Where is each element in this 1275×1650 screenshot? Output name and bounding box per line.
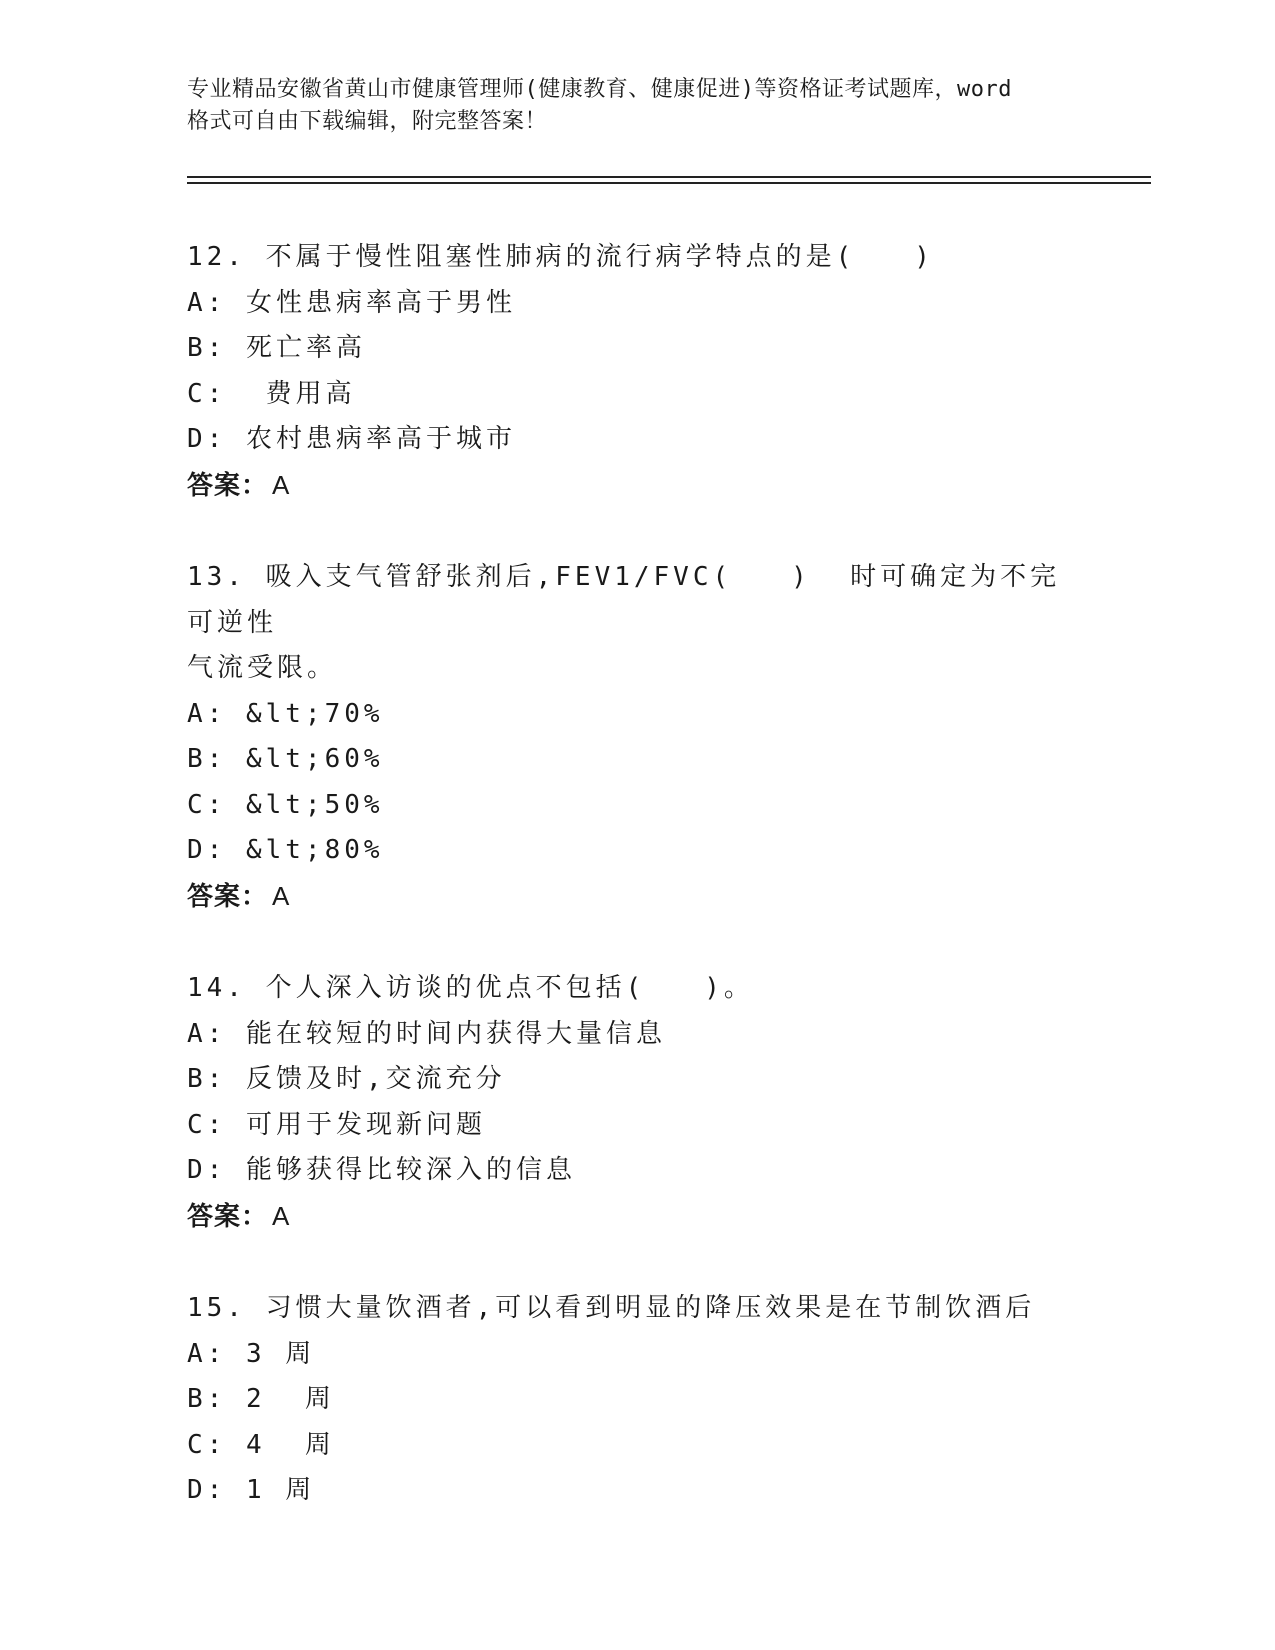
question-list xyxy=(187,235,1087,1560)
question-15 xyxy=(187,1286,1087,1514)
answer-value: A xyxy=(272,880,291,911)
answer-line xyxy=(187,463,1087,510)
option-c: C: 4 周 xyxy=(187,1429,335,1460)
option-b: B: &lt;60% xyxy=(187,744,384,774)
answer-label: 答案： xyxy=(187,470,269,501)
answer-value: A xyxy=(272,1200,291,1231)
answer-line xyxy=(187,874,1087,921)
option-c: C: &lt;50% xyxy=(187,789,384,820)
answer-label: 答案： xyxy=(187,881,269,912)
option-d: D: 能够获得比较深入的信息 xyxy=(187,1155,576,1185)
option-b: B: 反馈及时,交流充分 xyxy=(187,1064,506,1094)
question-12 xyxy=(187,235,1087,509)
document-header xyxy=(187,74,1087,138)
option-d: D: &lt;80% xyxy=(187,835,384,865)
header-divider-top xyxy=(187,176,1151,178)
option-c: C: 费用高 xyxy=(187,378,356,409)
answer-label: 答案： xyxy=(187,1201,269,1232)
answer-value: A xyxy=(272,469,291,500)
option-c: C: 可用于发现新问题 xyxy=(187,1109,486,1140)
question-13 xyxy=(187,555,1087,920)
question-stem: 14. 个人深入访谈的优点不包括( )。 xyxy=(187,973,754,1003)
header-divider-bottom xyxy=(187,182,1151,184)
question-stem-continued: 气流受限。 xyxy=(187,653,338,683)
answer-line xyxy=(187,1194,1087,1241)
header-line-2: 格式可自由下载编辑，附完整答案！ xyxy=(187,109,548,134)
option-d: D: 1 周 xyxy=(187,1475,316,1505)
header-line-1: 专业精品安徽省黄山市健康管理师(健康教育、健康促进)等资格证考试题库，word xyxy=(187,77,1012,102)
question-stem: 13. 吸入支气管舒张剂后,FEV1/FVC( ) 时可确定为不完可逆性 xyxy=(187,562,1061,638)
question-stem: 12. 不属于慢性阻塞性肺病的流行病学特点的是( ) xyxy=(187,242,934,272)
option-d: D: 农村患病率高于城市 xyxy=(187,424,516,454)
option-a: A: 3 周 xyxy=(187,1338,316,1369)
option-a: A: 能在较短的时间内获得大量信息 xyxy=(187,1018,666,1049)
option-b: B: 2 周 xyxy=(187,1384,335,1414)
option-a: A: 女性患病率高于男性 xyxy=(187,287,516,318)
question-14 xyxy=(187,966,1087,1240)
option-a: A: &lt;70% xyxy=(187,698,384,729)
question-stem: 15. 习惯大量饮酒者,可以看到明显的降压效果是在节制饮酒后 xyxy=(187,1293,1036,1323)
option-b: B: 死亡率高 xyxy=(187,333,366,363)
